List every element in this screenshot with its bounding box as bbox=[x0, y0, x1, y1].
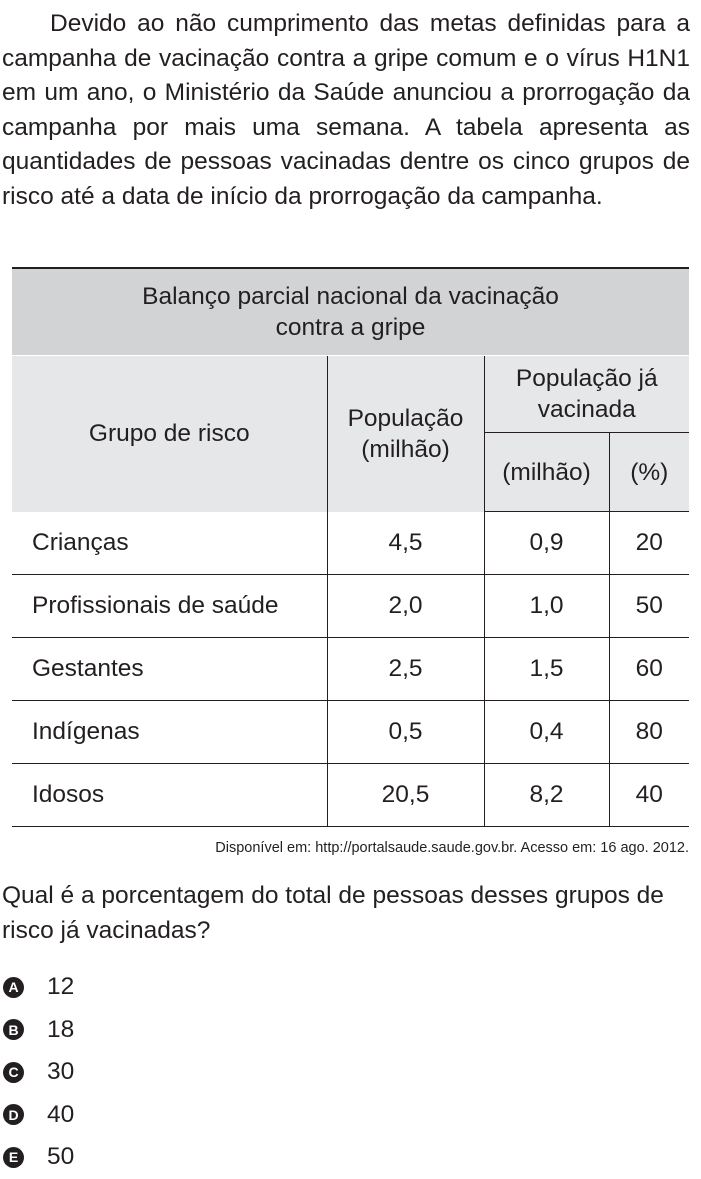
cell-percent: 40 bbox=[609, 764, 689, 827]
option-letter-badge: C bbox=[3, 1062, 24, 1083]
cell-population: 20,5 bbox=[327, 764, 484, 827]
cell-percent: 50 bbox=[609, 575, 689, 638]
source-citation: Disponível em: http://portalsaude.saude.gov.br. Acesso em: 16 ago. 2012. bbox=[215, 840, 689, 856]
table-row bbox=[12, 701, 689, 764]
cell-percent: 60 bbox=[609, 638, 689, 701]
cell-population: 2,0 bbox=[327, 575, 484, 638]
table-row bbox=[12, 512, 689, 575]
option-text: 50 bbox=[47, 1143, 75, 1171]
cell-percent: 20 bbox=[609, 512, 689, 575]
cell-population: 0,5 bbox=[327, 701, 484, 764]
table-title-row bbox=[12, 268, 689, 356]
header-vaccinated bbox=[484, 356, 689, 433]
header-vaccinated-million: (milhão) bbox=[484, 433, 609, 512]
cell-percent: 80 bbox=[609, 701, 689, 764]
option-text: 18 bbox=[47, 1015, 75, 1043]
header-population-line2: (milhão) bbox=[361, 435, 450, 463]
option-text: 40 bbox=[47, 1100, 75, 1128]
table-title bbox=[12, 268, 689, 356]
cell-vaccinated: 1,0 bbox=[484, 575, 609, 638]
table-row bbox=[12, 638, 689, 701]
answer-option-a[interactable] bbox=[3, 966, 74, 1009]
table-row bbox=[12, 764, 689, 827]
cell-vaccinated: 1,5 bbox=[484, 638, 609, 701]
intro-paragraph: Devido ao não cumprimento das metas definidas para a campanha de vacinação contra a gripe comum e o vírus H1N1 em um ano, o Ministério da Saúde anunciou a prorrogação da campanha por mais uma semana. A tabela apresenta as quantidades de pessoas vacinadas dentre os cinco grupos de risco até a data de início da prorrogação da campanha. bbox=[2, 10, 690, 210]
table-header-row bbox=[12, 356, 689, 433]
vaccination-table bbox=[12, 267, 689, 827]
cell-vaccinated: 0,9 bbox=[484, 512, 609, 575]
answer-option-d[interactable] bbox=[3, 1094, 74, 1137]
table-title-line2: contra a gripe bbox=[275, 314, 426, 341]
header-group: Grupo de risco bbox=[12, 356, 327, 512]
option-letter-badge: B bbox=[3, 1019, 24, 1040]
table-row bbox=[12, 575, 689, 638]
cell-vaccinated: 8,2 bbox=[484, 764, 609, 827]
question-text: Qual é a porcentagem do total de pessoas desses grupos de risco já vacinadas? bbox=[2, 882, 664, 944]
cell-group: Crianças bbox=[12, 512, 327, 575]
header-vaccinated-percent: (%) bbox=[609, 433, 689, 512]
table-title-line1: Balanço parcial nacional da vacinação bbox=[142, 283, 559, 310]
header-population-line1: População bbox=[347, 404, 464, 432]
cell-group: Idosos bbox=[12, 764, 327, 827]
cell-group: Indígenas bbox=[12, 701, 327, 764]
option-text: 30 bbox=[47, 1058, 75, 1086]
header-population bbox=[327, 356, 484, 512]
cell-vaccinated: 0,4 bbox=[484, 701, 609, 764]
option-letter-badge: A bbox=[3, 977, 24, 998]
answer-option-e[interactable] bbox=[3, 1136, 74, 1179]
option-letter-badge: E bbox=[3, 1147, 24, 1168]
cell-population: 2,5 bbox=[327, 638, 484, 701]
option-letter-badge: D bbox=[3, 1104, 24, 1125]
header-vaccinated-line2: vacinada bbox=[537, 396, 636, 423]
option-text: 12 bbox=[47, 973, 75, 1001]
answer-options bbox=[3, 966, 74, 1179]
cell-population: 4,5 bbox=[327, 512, 484, 575]
cell-group: Profissionais de saúde bbox=[12, 575, 327, 638]
vaccination-table-wrapper bbox=[12, 267, 689, 827]
answer-option-c[interactable] bbox=[3, 1051, 74, 1094]
answer-option-b[interactable] bbox=[3, 1009, 74, 1052]
cell-group: Gestantes bbox=[12, 638, 327, 701]
header-vaccinated-line1: População já bbox=[515, 365, 658, 392]
